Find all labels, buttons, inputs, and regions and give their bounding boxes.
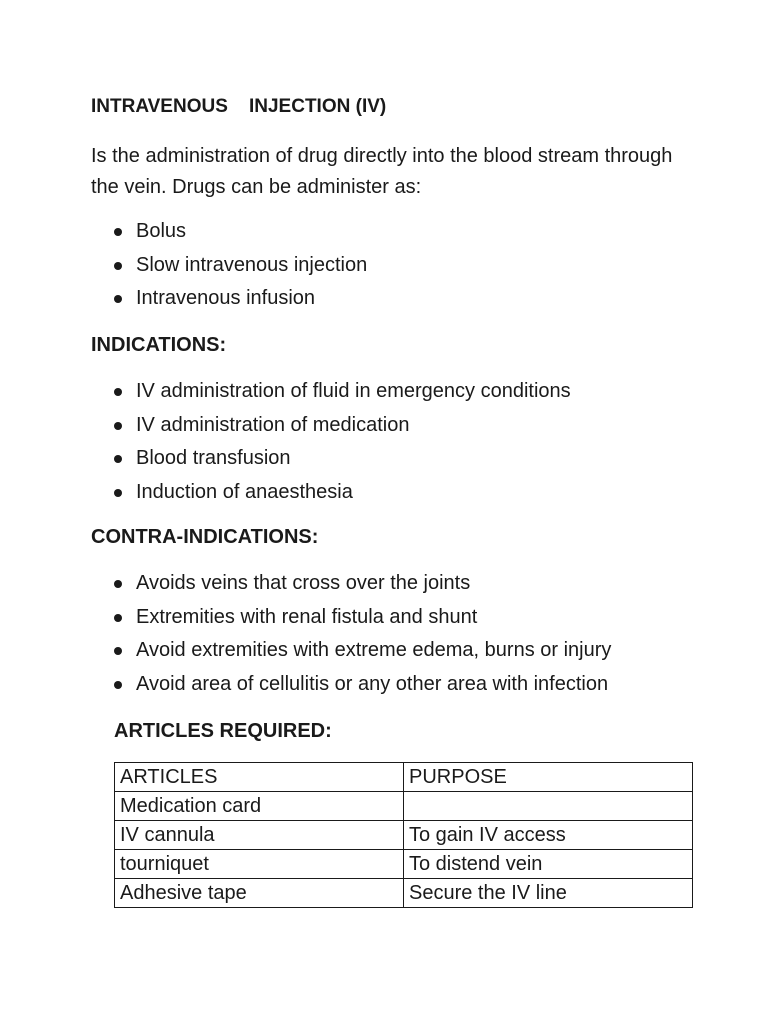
list-item — [0, 375, 571, 409]
article-cell: IV cannula — [115, 821, 404, 850]
bullet-icon — [114, 388, 122, 396]
column-header-articles: ARTICLES — [115, 763, 404, 792]
indications-list — [0, 375, 571, 509]
list-item-text: Avoids veins that cross over the joints — [136, 572, 471, 594]
list-item-text: IV administration of medication — [136, 413, 410, 436]
list-item — [0, 476, 571, 510]
list-item — [0, 567, 611, 601]
list-item — [0, 409, 571, 443]
bullet-icon — [114, 262, 122, 270]
table-row — [115, 850, 693, 879]
bullet-icon — [114, 455, 122, 463]
document-title: INTRAVENOUS INJECTION (IV) — [91, 96, 387, 117]
list-item — [0, 282, 367, 316]
article-cell: tourniquet — [115, 850, 404, 879]
contra-indications-heading: CONTRA-INDICATIONS: — [91, 526, 319, 548]
bullet-icon — [114, 228, 122, 236]
bullet-icon — [114, 614, 122, 622]
indications-heading: INDICATIONS: — [91, 334, 227, 356]
table-row — [115, 879, 693, 908]
list-item — [0, 442, 571, 476]
list-item-text: Blood transfusion — [136, 447, 291, 469]
article-cell: Medication card — [115, 792, 404, 821]
list-item-text: Bolus — [136, 220, 187, 242]
list-item — [0, 215, 367, 249]
administration-methods-list — [0, 215, 367, 316]
bullet-icon — [114, 647, 122, 655]
purpose-cell: To distend vein — [404, 850, 693, 879]
list-item — [0, 634, 611, 668]
bullet-icon — [114, 580, 122, 588]
list-item-text: IV administration of fluid in emergency conditions — [136, 380, 571, 402]
article-cell: Adhesive tape — [115, 879, 404, 908]
list-item-text: Intravenous infusion — [136, 287, 316, 309]
list-item-text: Extremities with renal fistula and shunt — [136, 605, 478, 628]
purpose-cell: Secure the IV line — [404, 879, 693, 908]
bullet-icon — [114, 681, 122, 689]
intro-paragraph: Is the administration of drug directly into the blood stream through the vein. Drugs can be administer as: — [91, 145, 673, 198]
bullet-icon — [114, 295, 122, 303]
contra-indications-list — [0, 567, 611, 701]
list-item — [0, 668, 611, 702]
list-item — [0, 249, 367, 283]
list-item — [0, 601, 611, 635]
table-row — [115, 792, 693, 821]
table-header-row — [115, 763, 693, 792]
bullet-icon — [114, 489, 122, 497]
list-item-text: Avoid area of cellulitis or any other area with infection — [136, 672, 609, 695]
list-item-text: Avoid extremities with extreme edema, burns or injury — [136, 639, 612, 661]
articles-required-heading: ARTICLES REQUIRED: — [114, 720, 332, 742]
purpose-cell: To gain IV access — [404, 821, 693, 850]
purpose-cell — [404, 792, 693, 821]
bullet-icon — [114, 422, 122, 430]
column-header-purpose: PURPOSE — [404, 763, 693, 792]
list-item-text: Slow intravenous injection — [136, 253, 368, 276]
list-item-text: Induction of anaesthesia — [136, 480, 353, 503]
table-row — [115, 821, 693, 850]
articles-table — [114, 762, 693, 908]
